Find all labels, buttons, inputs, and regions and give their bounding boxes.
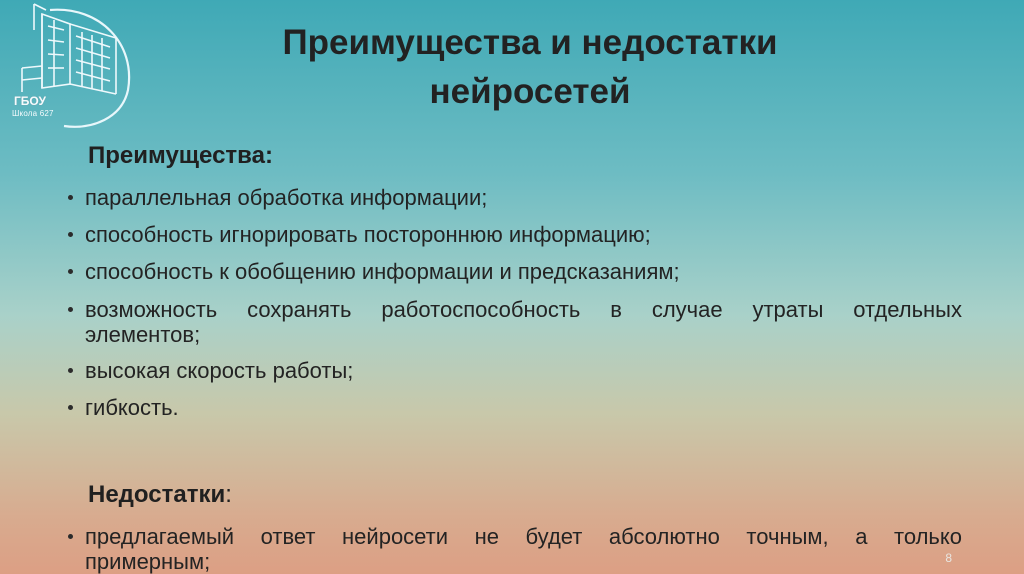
bullet-icon: [68, 534, 73, 539]
advantage-text: высокая скорость работы;: [85, 358, 354, 383]
advantage-text: способность игнорировать постороннюю информацию;: [85, 222, 651, 247]
advantage-text: гибкость.: [85, 395, 179, 420]
slide-title-line-1: Преимущества и недостатки: [282, 23, 778, 62]
bullet-icon: [68, 232, 73, 237]
advantage-item: [68, 395, 962, 420]
advantages-heading: Преимущества:: [88, 142, 273, 169]
advantage-item: [68, 358, 962, 383]
disadvantage-item: [68, 524, 962, 574]
bullet-icon: [68, 405, 73, 410]
advantages-list: [68, 185, 962, 420]
disadvantages-list: [68, 524, 962, 574]
bullet-icon: [68, 307, 73, 312]
logo-subtext: Школа 627: [12, 109, 54, 118]
bullet-icon: [68, 269, 73, 274]
school-logo: [4, 2, 136, 130]
bullet-icon: [68, 368, 73, 373]
advantage-item: [68, 259, 962, 284]
advantage-text: способность к обобщению информации и предсказаниям;: [85, 259, 680, 284]
advantage-text: возможность сохранять работоспособность в случае утраты отдельных элементов;: [85, 297, 962, 347]
advantage-item: [68, 222, 962, 247]
advantage-item: [68, 297, 962, 347]
slide-number: 8: [945, 551, 952, 565]
slide-title: [220, 18, 840, 116]
slide-title-line-2: нейросетей: [429, 72, 631, 111]
disadvantages-heading: [88, 481, 232, 509]
disadvantages-heading-text: Недостатки: [88, 481, 226, 508]
advantage-item: [68, 185, 962, 210]
disadvantage-text: предлагаемый ответ нейросети не будет абсолютно точным, а только примерным;: [85, 524, 962, 574]
advantage-text: параллельная обработка информации;: [85, 185, 488, 210]
bullet-icon: [68, 195, 73, 200]
disadvantages-heading-colon: :: [225, 481, 232, 508]
logo-text: ГБОУ: [14, 94, 46, 108]
